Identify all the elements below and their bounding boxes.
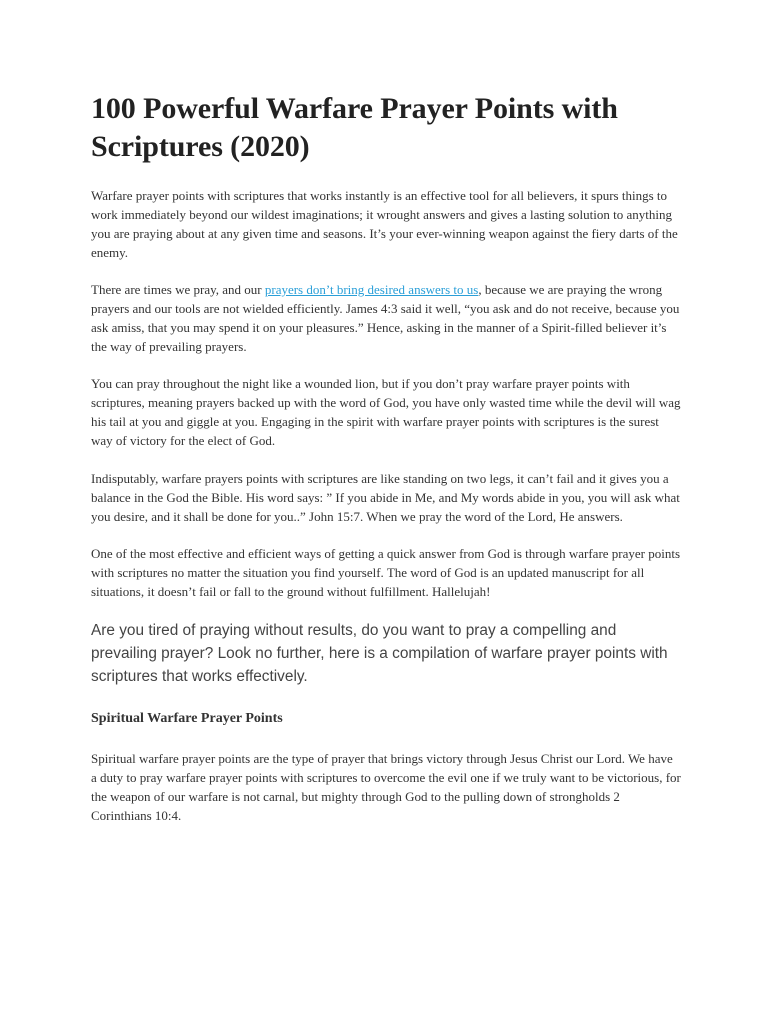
callout-paragraph: Are you tired of praying without results, do you want to pray a compelling and prevailing prayer? Look no further, here is a compilation of warfare prayer points with scriptures that works effectively. — [91, 622, 668, 685]
prayers-answers-link[interactable]: prayers don’t bring desired answers to us — [264, 282, 479, 297]
article-title: 100 Powerful Warfare Prayer Points with Scriptures (2020) — [91, 92, 618, 163]
paragraph-two-legs: Indisputably, warfare prayers points with scriptures are like standing on two legs, it can’t fail and it gives you a balance in the God the Bible. His word says: ” If you abide in Me, and My words abide in you, you will ask what you desire, and it shall be done for you..” John 15:7. When we pray the word of the Lord, He answers. — [91, 471, 680, 524]
paragraph-spiritual-warfare: Spiritual warfare prayer points are the type of prayer that brings victory through Jesus Christ our Lord. We have a duty to pray warfare prayer points with scriptures to overcome the evil one if we truly want to be victorious, for the weapon of our warfare is not carnal, but mighty through God to the pulling down of strongholds 2 Corinthians 10:4. — [91, 751, 681, 823]
intro-paragraph: Warfare prayer points with scriptures that works instantly is an effective tool for all believers, it spurs things to work immediately beyond our wildest imaginations; it wrought answers and gives a lasting solution to anything you are praying about at any given time and seasons. It’s your ever-winning weapon against the fiery darts of the enemy. — [91, 188, 678, 260]
paragraph-wrong-prayers — [91, 280, 681, 356]
article — [91, 90, 681, 825]
paragraph-quick-answer: One of the most effective and efficient ways of getting a quick answer from God is through warfare prayer points with scriptures no matter the situation you find yourself. The word of God is an updated manuscript for all situations, it doesn’t fail or fall to the ground without fulfillment. Hallelujah! — [91, 546, 681, 599]
paragraph-wounded-lion: You can pray throughout the night like a wounded lion, but if you don’t pray warfare prayer points with scriptures, meaning prayers backed up with the word of God, you have only wasted time while the devil will wag his tail at you and giggle at you. Engaging in the spirit with warfare prayer points with scriptures is the surest way of victory for the elect of God. — [91, 376, 681, 448]
section-heading: Spiritual Warfare Prayer Points — [91, 711, 283, 726]
paragraph-text-after-link: , because we are praying the wrong prayers and our tools are not wielded efficiently. James 4:3 said it well, “you ask and do not receive, because you ask amiss, that you may spend it on your pleasures.” Hence, asking in the manner of a Spirit-filled believer it’s the way of prevailing prayers. — [91, 282, 680, 354]
paragraph-text-before-link: There are times we pray, and our — [91, 282, 265, 297]
